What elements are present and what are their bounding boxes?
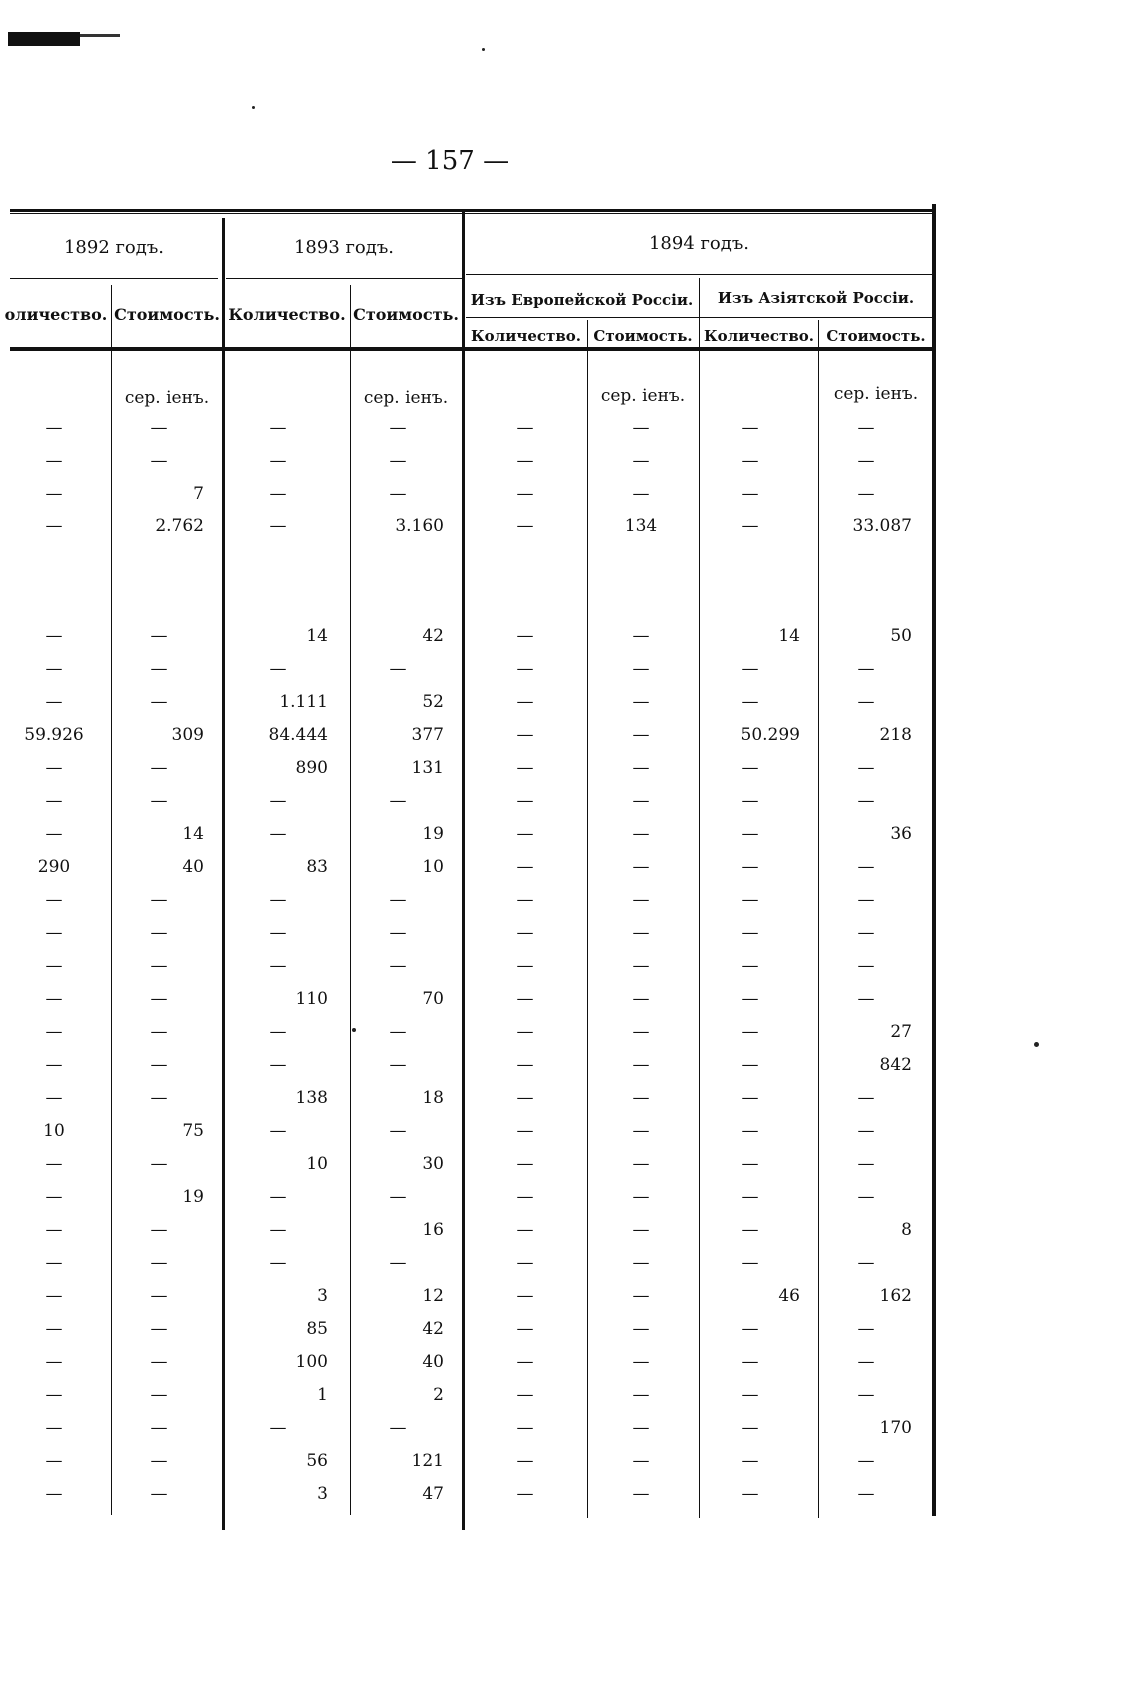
table-cell: — <box>516 1220 534 1240</box>
table-cell: — <box>150 1154 168 1174</box>
table-cell: — <box>632 1187 650 1207</box>
table-cell: — <box>516 626 534 646</box>
table-cell: — <box>741 758 759 778</box>
corner-ink-mark-tail <box>80 34 120 37</box>
table-cell: — <box>45 890 63 910</box>
table-cell: — <box>45 626 63 646</box>
table-cell: — <box>516 857 534 877</box>
table-cell: 890 <box>295 758 328 778</box>
table-cell: — <box>632 1121 650 1141</box>
table-cell: — <box>741 824 759 844</box>
table-cell: — <box>516 1055 534 1075</box>
table-cell: 110 <box>295 989 328 1009</box>
table-cell: 46 <box>778 1286 800 1306</box>
table-cell: 70 <box>422 989 444 1009</box>
table-cell: 2 <box>433 1385 444 1405</box>
table-cell: — <box>516 1088 534 1108</box>
header-from-asian-russia: Изъ Азіятской Россіи. <box>717 289 915 307</box>
table-cell: — <box>857 1088 875 1108</box>
table-cell: — <box>516 989 534 1009</box>
table-cell: — <box>389 1022 407 1042</box>
table-cell: 30 <box>422 1154 444 1174</box>
table-cell: — <box>269 1187 287 1207</box>
rule-1893-header <box>226 278 462 279</box>
table-cell: — <box>516 1253 534 1273</box>
unit-1893-cost: сер. іенъ. <box>363 388 449 408</box>
table-cell: — <box>45 692 63 712</box>
table-cell: 84.444 <box>268 725 328 745</box>
table-cell: — <box>45 659 63 679</box>
table-cell: — <box>269 923 287 943</box>
table-cell: 162 <box>879 1286 912 1306</box>
table-cell: — <box>857 418 875 438</box>
table-cell: — <box>741 1484 759 1504</box>
header-1892-quantity: оличество. <box>4 305 108 324</box>
table-cell: — <box>857 1121 875 1141</box>
table-cell: — <box>389 791 407 811</box>
table-cell: — <box>45 451 63 471</box>
table-cell: — <box>45 516 63 536</box>
table-cell: — <box>516 1418 534 1438</box>
table-cell: 19 <box>182 1187 204 1207</box>
table-cell: — <box>857 758 875 778</box>
table-cell: — <box>741 692 759 712</box>
table-cell: — <box>632 1418 650 1438</box>
table-cell: — <box>741 516 759 536</box>
column-divider <box>111 285 112 1515</box>
table-cell: — <box>741 1451 759 1471</box>
table-cell: — <box>516 1154 534 1174</box>
table-cell: — <box>45 1022 63 1042</box>
table-cell: 52 <box>422 692 444 712</box>
table-cell: — <box>45 484 63 504</box>
table-cell: — <box>269 1022 287 1042</box>
table-top-rule-thin <box>10 213 935 214</box>
table-cell: — <box>389 1187 407 1207</box>
table-cell: 3 <box>317 1286 328 1306</box>
table-cell: — <box>150 791 168 811</box>
table-cell: — <box>150 923 168 943</box>
table-cell: — <box>741 1385 759 1405</box>
column-divider <box>818 320 819 1518</box>
table-cell: 42 <box>422 1319 444 1339</box>
header-from-european-russia: Изъ Европейской Россіи. <box>470 291 694 309</box>
table-cell: — <box>632 659 650 679</box>
table-cell: — <box>150 418 168 438</box>
table-cell: — <box>741 1121 759 1141</box>
table-cell: — <box>516 516 534 536</box>
table-cell: — <box>150 1385 168 1405</box>
table-cell: — <box>857 1319 875 1339</box>
table-cell: — <box>741 1055 759 1075</box>
table-cell: — <box>45 418 63 438</box>
table-cell: — <box>632 1451 650 1471</box>
table-cell: — <box>741 1154 759 1174</box>
table-cell: — <box>150 1286 168 1306</box>
header-1893: 1893 годъ. <box>293 237 395 258</box>
table-cell: — <box>632 692 650 712</box>
table-top-rule <box>10 209 935 212</box>
header-1894e-quantity: Количество. <box>471 327 581 345</box>
table-cell: — <box>269 1418 287 1438</box>
table-cell: — <box>45 1055 63 1075</box>
table-cell: 85 <box>306 1319 328 1339</box>
table-cell: — <box>632 1319 650 1339</box>
table-cell: — <box>45 1451 63 1471</box>
table-cell: — <box>632 857 650 877</box>
table-cell: — <box>150 1484 168 1504</box>
table-cell: — <box>389 451 407 471</box>
table-cell: — <box>150 626 168 646</box>
table-cell: — <box>741 1088 759 1108</box>
table-cell: — <box>389 418 407 438</box>
table-cell: — <box>857 1187 875 1207</box>
table-cell: — <box>269 890 287 910</box>
table-cell: — <box>269 659 287 679</box>
table-cell: 131 <box>411 758 444 778</box>
header-1894: 1894 годъ. <box>648 233 750 254</box>
table-cell: — <box>741 659 759 679</box>
table-cell: — <box>516 1187 534 1207</box>
table-cell: — <box>389 659 407 679</box>
table-cell: 12 <box>422 1286 444 1306</box>
header-1893-quantity: Количество. <box>228 305 346 324</box>
table-cell: — <box>389 1121 407 1141</box>
table-cell: 33.087 <box>852 516 912 536</box>
table-cell: — <box>269 1220 287 1240</box>
table-cell: — <box>632 1385 650 1405</box>
table-cell: — <box>516 1319 534 1339</box>
rule-1892-header <box>10 278 218 279</box>
table-cell: 18 <box>422 1088 444 1108</box>
table-cell: — <box>150 451 168 471</box>
table-cell: — <box>632 1055 650 1075</box>
table-cell: — <box>150 1022 168 1042</box>
table-cell: — <box>150 692 168 712</box>
table-cell: — <box>632 824 650 844</box>
header-1892-cost: Стоимость. <box>114 305 220 324</box>
table-cell: — <box>516 1352 534 1372</box>
table-cell: — <box>45 1286 63 1306</box>
table-cell: — <box>741 1418 759 1438</box>
table-cell: 1.111 <box>279 692 328 712</box>
table-cell: 138 <box>295 1088 328 1108</box>
table-cell: — <box>516 1385 534 1405</box>
table-cell: — <box>45 1187 63 1207</box>
table-cell: 10 <box>306 1154 328 1174</box>
table-cell: — <box>269 516 287 536</box>
table-cell: — <box>741 1220 759 1240</box>
table-cell: — <box>45 1418 63 1438</box>
table-cell: — <box>45 791 63 811</box>
table-cell: — <box>516 923 534 943</box>
table-cell: — <box>269 1121 287 1141</box>
table-cell: 134 <box>624 516 658 536</box>
table-cell: — <box>632 791 650 811</box>
table-cell: — <box>150 1220 168 1240</box>
table-cell: 14 <box>182 824 204 844</box>
column-divider <box>350 285 351 1515</box>
column-divider-1892-1893 <box>222 218 225 1530</box>
table-cell: — <box>269 451 287 471</box>
table-cell: — <box>857 857 875 877</box>
table-cell: — <box>741 890 759 910</box>
table-cell: — <box>150 659 168 679</box>
table-cell: 14 <box>306 626 328 646</box>
table-cell: — <box>516 451 534 471</box>
table-cell: — <box>632 626 650 646</box>
header-1892: 1892 годъ. <box>63 237 165 258</box>
table-cell: — <box>741 1253 759 1273</box>
table-cell: — <box>516 824 534 844</box>
header-1894a-cost: Стоимость. <box>826 327 926 345</box>
table-cell: — <box>632 1484 650 1504</box>
table-cell: — <box>516 484 534 504</box>
table-cell: — <box>632 484 650 504</box>
table-cell: — <box>516 418 534 438</box>
table-cell: — <box>389 1253 407 1273</box>
table-cell: 218 <box>879 725 912 745</box>
table-cell: 3.160 <box>395 516 444 536</box>
table-cell: 7 <box>193 484 204 504</box>
table-right-border <box>932 204 936 1516</box>
table-cell: — <box>389 1418 407 1438</box>
table-cell: — <box>632 989 650 1009</box>
table-cell: — <box>632 451 650 471</box>
table-cell: — <box>741 451 759 471</box>
unit-1894e-cost: сер. іенъ. <box>600 386 686 406</box>
table-cell: — <box>150 956 168 976</box>
header-1894e-cost: Стоимость. <box>593 327 693 345</box>
header-1894a-quantity: Количество. <box>704 327 814 345</box>
table-cell: 2.762 <box>155 516 204 536</box>
table-cell: — <box>632 923 650 943</box>
table-cell: 50 <box>890 626 912 646</box>
header-1893-cost: Стоимость. <box>353 305 459 324</box>
table-cell: — <box>389 890 407 910</box>
table-cell: — <box>741 1187 759 1207</box>
table-cell: — <box>632 956 650 976</box>
table-cell: — <box>857 659 875 679</box>
table-cell: — <box>45 923 63 943</box>
table-cell: — <box>741 1352 759 1372</box>
speck <box>252 106 255 109</box>
table-cell: — <box>516 725 534 745</box>
table-cell: — <box>516 956 534 976</box>
table-cell: — <box>150 890 168 910</box>
speck <box>1034 1042 1039 1047</box>
table-cell: — <box>632 1253 650 1273</box>
corner-ink-mark <box>8 32 80 46</box>
table-cell: — <box>269 1253 287 1273</box>
table-cell: — <box>857 1352 875 1372</box>
table-cell: 1 <box>317 1385 328 1405</box>
table-cell: — <box>45 1253 63 1273</box>
table-cell: — <box>150 1088 168 1108</box>
table-cell: 10 <box>422 857 444 877</box>
table-cell: — <box>741 1022 759 1042</box>
table-cell: 290 <box>37 857 71 877</box>
table-cell: — <box>150 1451 168 1471</box>
table-cell: — <box>857 692 875 712</box>
table-cell: — <box>741 484 759 504</box>
table-cell: — <box>741 857 759 877</box>
table-cell: — <box>45 1352 63 1372</box>
table-cell: — <box>516 1022 534 1042</box>
table-cell: — <box>857 791 875 811</box>
table-cell: 19 <box>422 824 444 844</box>
table-cell: — <box>516 791 534 811</box>
table-cell: — <box>741 956 759 976</box>
table-cell: — <box>632 1352 650 1372</box>
table-cell: — <box>857 484 875 504</box>
table-cell: — <box>632 1220 650 1240</box>
table-cell: — <box>632 1154 650 1174</box>
table-cell: — <box>857 1484 875 1504</box>
table-cell: — <box>389 923 407 943</box>
table-cell: — <box>857 1385 875 1405</box>
table-cell: — <box>45 1484 63 1504</box>
table-cell: — <box>857 451 875 471</box>
table-cell: — <box>516 692 534 712</box>
table-cell: — <box>632 1286 650 1306</box>
table-cell: — <box>632 1022 650 1042</box>
table-cell: — <box>269 956 287 976</box>
table-cell: 36 <box>890 824 912 844</box>
table-cell: 8 <box>901 1220 912 1240</box>
table-cell: — <box>150 1253 168 1273</box>
table-cell: — <box>45 1220 63 1240</box>
table-cell: — <box>150 758 168 778</box>
table-cell: 3 <box>317 1484 328 1504</box>
table-cell: — <box>516 1286 534 1306</box>
table-cell: 170 <box>879 1418 912 1438</box>
table-cell: 40 <box>422 1352 444 1372</box>
table-cell: — <box>150 1319 168 1339</box>
table-cell: 83 <box>306 857 328 877</box>
table-cell: 59.926 <box>24 725 84 745</box>
table-cell: 309 <box>171 725 204 745</box>
rule-1894-header <box>466 274 932 275</box>
table-cell: — <box>45 1319 63 1339</box>
unit-1892-cost: сер. іенъ. <box>124 388 210 408</box>
table-cell: — <box>45 956 63 976</box>
table-cell: — <box>857 1451 875 1471</box>
table-cell: — <box>389 1055 407 1075</box>
table-cell: — <box>45 1385 63 1405</box>
table-cell: — <box>516 758 534 778</box>
table-cell: — <box>45 1088 63 1108</box>
table-cell: 121 <box>411 1451 444 1471</box>
table-header-rule <box>10 347 935 351</box>
table-cell: — <box>741 989 759 1009</box>
table-cell: 10 <box>43 1121 65 1141</box>
table-cell: — <box>632 1088 650 1108</box>
table-cell: 16 <box>422 1220 444 1240</box>
table-cell: 40 <box>182 857 204 877</box>
table-cell: — <box>857 890 875 910</box>
unit-1894a-cost: сер. іенъ. <box>833 384 919 404</box>
table-cell: — <box>45 989 63 1009</box>
table-cell: — <box>632 725 650 745</box>
table-cell: 100 <box>295 1352 328 1372</box>
table-cell: — <box>741 1319 759 1339</box>
table-cell: — <box>741 791 759 811</box>
table-cell: — <box>516 659 534 679</box>
table-cell: — <box>741 923 759 943</box>
table-cell: 50.299 <box>740 725 800 745</box>
table-cell: — <box>150 1418 168 1438</box>
table-cell: — <box>857 923 875 943</box>
table-cell: — <box>857 1253 875 1273</box>
table-cell: — <box>516 1451 534 1471</box>
table-cell: — <box>269 484 287 504</box>
table-cell: — <box>389 484 407 504</box>
table-cell: — <box>857 956 875 976</box>
table-cell: — <box>269 1055 287 1075</box>
column-divider-1893-1894 <box>462 212 465 1530</box>
speck <box>482 48 485 51</box>
table-cell: 27 <box>890 1022 912 1042</box>
table-cell: 42 <box>422 626 444 646</box>
table-cell: — <box>389 956 407 976</box>
table-cell: — <box>150 989 168 1009</box>
table-cell: 842 <box>879 1055 912 1075</box>
table-cell: — <box>741 418 759 438</box>
table-cell: — <box>632 890 650 910</box>
table-cell: 377 <box>411 725 444 745</box>
table-cell: — <box>516 890 534 910</box>
table-cell: — <box>150 1352 168 1372</box>
table-cell: — <box>45 1154 63 1174</box>
table-cell: — <box>45 758 63 778</box>
table-cell: 75 <box>182 1121 204 1141</box>
table-cell: — <box>45 824 63 844</box>
table-cell: — <box>632 418 650 438</box>
table-cell: — <box>632 758 650 778</box>
table-cell: — <box>269 418 287 438</box>
table-cell: — <box>269 791 287 811</box>
table-cell: — <box>516 1484 534 1504</box>
table-cell: — <box>150 1055 168 1075</box>
table-cell: — <box>857 1154 875 1174</box>
table-cell: 14 <box>778 626 800 646</box>
table-cell: — <box>516 1121 534 1141</box>
page-number: — 157 — <box>390 146 510 176</box>
table-cell: — <box>269 824 287 844</box>
table-cell: 56 <box>306 1451 328 1471</box>
table-cell: 47 <box>422 1484 444 1504</box>
table-cell: — <box>857 989 875 1009</box>
